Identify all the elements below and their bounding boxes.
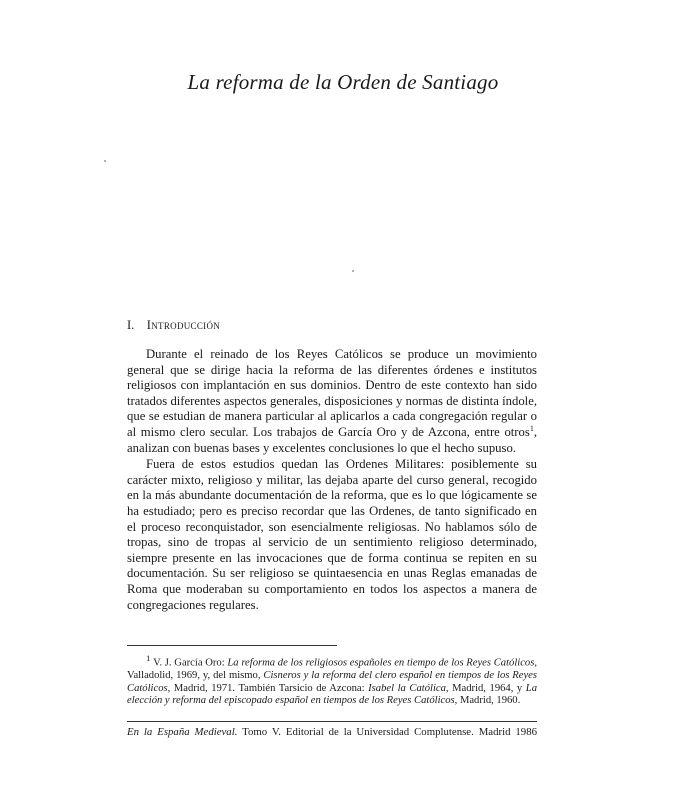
footnote-segment: , Madrid, 1971. También Tarsicio de Azcona: bbox=[167, 682, 369, 694]
scan-speck bbox=[104, 160, 106, 162]
article-title: La reforma de la Orden de Santiago bbox=[187, 70, 499, 94]
journal-title: En la España Medieval. bbox=[127, 726, 238, 738]
section-number: I. bbox=[127, 318, 135, 332]
page-footer bbox=[127, 726, 537, 738]
footnote-segment: , Madrid, 1960. bbox=[454, 695, 521, 707]
paragraph bbox=[127, 347, 537, 456]
footnote-text bbox=[127, 658, 537, 707]
cited-work-title: La reforma de los religiosos españoles en tiempo de los Reyes Católicos bbox=[227, 657, 535, 669]
footnote-segment: , Valladolid, 1969, y, del mismo, bbox=[127, 657, 537, 682]
footer-rule bbox=[127, 721, 537, 722]
scan-speck bbox=[352, 270, 354, 272]
paragraph-text: Durante el reinado de los Reyes Católicos se produce un movimiento general que se dirige hacia la reforma de las diferentes órdenes e institutos religiosos con implantación en sus dominios. Dentro de este contexto han sido tratados diferentes aspectos generales, disposiciones y normas de distinta índole, que se estudian de manera particular al aplicarlos a cada congregación regular o al mismo clero secular. Los trabajos de García Oro y de Azcona, entre otros bbox=[127, 347, 537, 439]
footnote-rule bbox=[127, 645, 337, 646]
footnote-segment: V. J. García Oro: bbox=[153, 657, 228, 669]
footer-details: Tomo V. Editorial de la Universidad Complutense. Madrid 1986 bbox=[242, 726, 537, 738]
footnote-segment: , Madrid, 1964, y bbox=[445, 682, 526, 694]
footnote-marker[interactable]: 1 bbox=[529, 423, 534, 433]
paragraph: Fuera de estos estudios quedan las Ordenes Militares: posiblemente su carácter mixto, religioso y militar, las dejaba aparte del curso general, recogido en la más abundante documentación de la reforma, que es lo que lógicamente se ha estudiado; pero es preciso recordar que las Ordenes, de tanto significado en el proceso reconquistador, son esencialmente religiosas. No hablamos sólo de tropas, sino de tropas al servicio de un sentimiento religioso determinado, siempre presente en las invocaciones que de forma continua se repiten en su documentación. Su ser religioso se quintaesencia en unas Reglas emanadas de Roma que moderaban su comportamiento en todos los aspectos a manera de congregaciones regulares. bbox=[127, 457, 537, 612]
footnote bbox=[127, 652, 537, 708]
section-title: Introducción bbox=[146, 318, 221, 332]
cited-work-title: Cisneros y la reforma del clero español en tiempos de los Reyes Católicos bbox=[127, 670, 537, 694]
section-heading bbox=[127, 318, 220, 333]
body-text bbox=[127, 347, 537, 613]
cited-work-title: La elección y reforma del episcopado español en tiempos de los Reyes Católicos bbox=[127, 682, 537, 707]
cited-work-title: Isabel la Católica bbox=[368, 682, 446, 694]
footnote-number: 1 bbox=[146, 653, 151, 663]
paragraph-text: , analizan con buenas bases y excelentes conclusiones lo que el hecho supuso. bbox=[127, 424, 537, 455]
